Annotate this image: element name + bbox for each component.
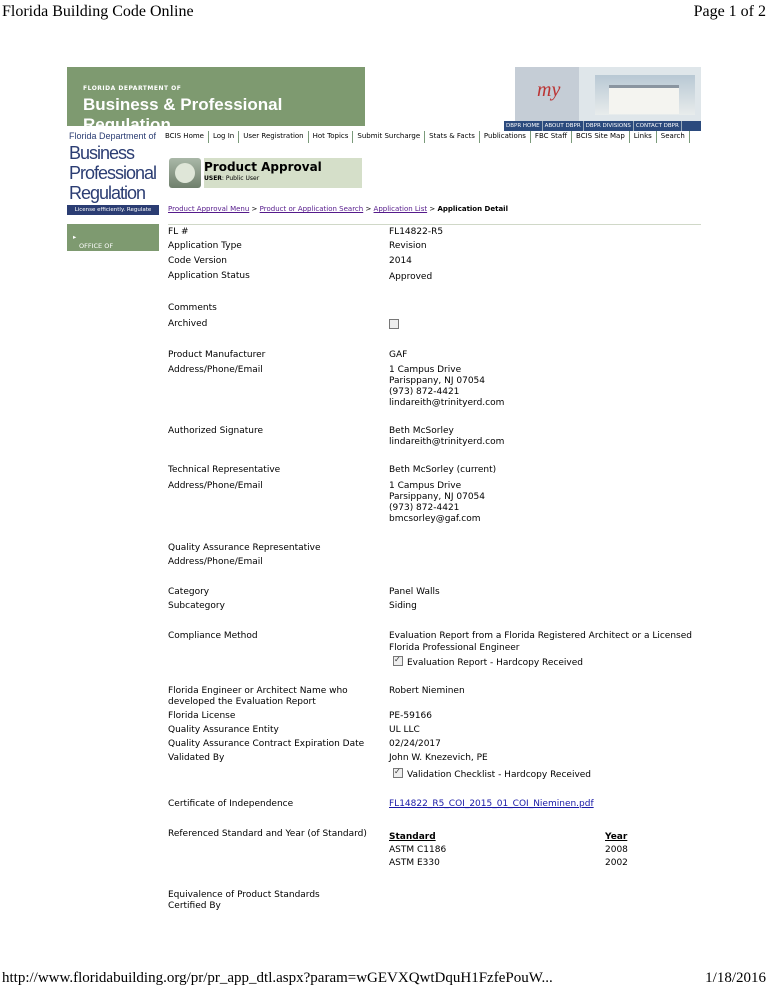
dbpr-nav-about[interactable]: ABOUT DBPR xyxy=(543,121,584,131)
print-header-title: Florida Building Code Online xyxy=(2,3,194,20)
technical-representative-label: Technical Representative xyxy=(168,465,281,475)
technical-representative-value: Beth McSorley (current) xyxy=(389,465,497,475)
nav-publications[interactable]: Publications xyxy=(480,131,531,143)
tech-address-line: 1 Campus Drive xyxy=(389,481,462,491)
nav-bcis-site-map[interactable]: BCIS Site Map xyxy=(572,131,630,143)
evaluation-report-checkbox[interactable] xyxy=(393,656,403,666)
certified-by-label: Certified By xyxy=(168,901,221,911)
dbpr-nav-contact[interactable]: CONTACT DBPR xyxy=(634,121,682,131)
engineer-value: Robert Nieminen xyxy=(389,686,465,696)
logo-line-2: Business xyxy=(69,143,135,163)
sidebar-item-office-of-secretary[interactable] xyxy=(67,224,159,266)
standard-column-header: Standard xyxy=(389,832,436,842)
nav-log-in[interactable]: Log In xyxy=(209,131,239,143)
manufacturer-email: lindareith@trinityerd.com xyxy=(389,398,505,408)
tech-email: bmcsorley@gaf.com xyxy=(389,514,481,524)
dbpr-left-logo xyxy=(67,131,159,223)
comments-label: Comments xyxy=(168,303,217,313)
breadcrumb-current: Application Detail xyxy=(437,205,508,213)
certificate-independence-label: Certificate of Independence xyxy=(168,799,294,809)
standard-row-1-year: 2008 xyxy=(605,845,628,855)
logo-line-3: Professional xyxy=(69,163,157,183)
validation-checklist-checkbox[interactable] xyxy=(393,768,403,778)
validation-checklist-hardcopy[interactable] xyxy=(393,768,591,781)
product-manufacturer-value: GAF xyxy=(389,350,408,360)
florida-license-label: Florida License xyxy=(168,711,236,721)
user-value: : Public User xyxy=(221,175,260,182)
nav-fbc-staff[interactable]: FBC Staff xyxy=(531,131,572,143)
current-user xyxy=(204,175,259,182)
engineer-label-2: developed the Evaluation Report xyxy=(168,697,316,707)
validated-by-value: John W. Knezevich, PE xyxy=(389,753,488,763)
subcategory-value: Siding xyxy=(389,601,417,611)
dbpr-nav-divisions[interactable]: DBPR DIVISIONS xyxy=(584,121,634,131)
user-label: USER xyxy=(204,175,222,182)
product-approval-title: Product Approval xyxy=(204,160,322,174)
application-type-value: Revision xyxy=(389,241,427,251)
print-footer-date: 1/18/2016 xyxy=(705,970,766,986)
standard-row-2: ASTM E330 xyxy=(389,858,440,868)
breadcrumb-search[interactable]: Product or Application Search xyxy=(259,205,364,213)
nav-bcis-home[interactable]: BCIS Home xyxy=(163,131,209,143)
nav-links[interactable]: Links xyxy=(630,131,657,143)
qa-entity-value: UL LLC xyxy=(389,725,420,735)
breadcrumb-sep: > xyxy=(249,205,260,213)
fl-number-value: FL14822-R5 xyxy=(389,227,444,237)
qa-expiration-label: Quality Assurance Contract Expiration Date xyxy=(168,739,365,749)
dbpr-nav xyxy=(504,121,701,131)
referenced-standard-label: Referenced Standard and Year (of Standard) xyxy=(168,829,367,839)
manufacturer-phone: (973) 872-4421 xyxy=(389,387,460,397)
breadcrumb-sep: > xyxy=(363,205,374,213)
dbpr-banner[interactable] xyxy=(67,67,365,134)
compliance-method-value: Evaluation Report from a Florida Registered Architect or a Licensed xyxy=(389,631,692,641)
product-approval-icon xyxy=(169,158,201,188)
banner-small-text: FLORIDA DEPARTMENT OF xyxy=(83,85,182,92)
product-manufacturer-label: Product Manufacturer xyxy=(168,350,266,360)
archived-checkbox-box[interactable] xyxy=(389,319,399,329)
authorized-signature-name: Beth McSorley xyxy=(389,426,454,436)
qa-representative-label: Quality Assurance Representative xyxy=(168,543,321,553)
manufacturer-address-line: 1 Campus Drive xyxy=(389,365,462,375)
logo-line-4: Regulation xyxy=(69,183,146,203)
code-version-label: Code Version xyxy=(168,256,227,266)
compliance-method-value-2: Florida Professional Engineer xyxy=(389,643,520,653)
bcis-top-nav xyxy=(163,131,690,143)
nav-search[interactable]: Search xyxy=(657,131,690,143)
application-type-label: Application Type xyxy=(168,241,242,251)
dbpr-nav-home[interactable]: DBPR HOME xyxy=(504,121,543,131)
standard-row-1: ASTM C1186 xyxy=(389,845,447,855)
tech-address-line: Parsippany, NJ 07054 xyxy=(389,492,485,502)
sidebar-item-label: ▸ OFFICE OF THE SECRETARY xyxy=(73,233,117,266)
engineer-label: Florida Engineer or Architect Name who xyxy=(168,686,348,696)
manufacturer-address-label: Address/Phone/Email xyxy=(168,365,263,375)
nav-stats-facts[interactable]: Stats & Facts xyxy=(425,131,480,143)
evaluation-report-hardcopy-label: Evaluation Report - Hardcopy Received xyxy=(407,658,583,668)
certificate-independence-link[interactable]: FL14822_R5_COI_2015_01_COI_Nieminen.pdf xyxy=(389,799,594,809)
evaluation-report-hardcopy[interactable] xyxy=(393,656,583,669)
validation-checklist-label: Validation Checklist - Hardcopy Received xyxy=(407,770,592,780)
authorized-signature-email: lindareith@trinityerd.com xyxy=(389,437,505,447)
nav-user-registration[interactable]: User Registration xyxy=(239,131,308,143)
manufacturer-address-line: Parisppany, NJ 07054 xyxy=(389,376,485,386)
sidebar-item-text: OFFICE OF THE SECRETARY xyxy=(79,242,117,266)
application-status-label: Application Status xyxy=(168,271,250,281)
breadcrumb-sep: > xyxy=(427,205,438,213)
subcategory-label: Subcategory xyxy=(168,601,225,611)
fl-number-label: FL # xyxy=(168,227,189,237)
nav-hot-topics[interactable]: Hot Topics xyxy=(309,131,354,143)
application-status-value: Approved xyxy=(389,272,433,282)
qa-expiration-value: 02/24/2017 xyxy=(389,739,441,749)
archived-label: Archived xyxy=(168,319,208,329)
standard-row-2-year: 2002 xyxy=(605,858,628,868)
print-footer-url: http://www.floridabuilding.org/pr/pr_app_dtl.aspx?param=wGEVXQwtDquH1FzfePouW... xyxy=(2,970,553,986)
florida-license-value: PE-59166 xyxy=(389,711,432,721)
category-value: Panel Walls xyxy=(389,587,440,597)
breadcrumb-product-approval-menu[interactable]: Product Approval Menu xyxy=(168,205,250,213)
myflorida-word: my xyxy=(537,79,561,101)
qa-entity-label: Quality Assurance Entity xyxy=(168,725,279,735)
code-version-value: 2014 xyxy=(389,256,412,266)
breadcrumb xyxy=(168,205,508,213)
tech-address-label: Address/Phone/Email xyxy=(168,481,263,491)
qa-address-label: Address/Phone/Email xyxy=(168,557,263,567)
tech-phone: (973) 872-4421 xyxy=(389,503,460,513)
myflorida-logo[interactable] xyxy=(515,67,701,121)
print-header-page: Page 1 of 2 xyxy=(693,3,766,20)
archived-checkbox[interactable] xyxy=(389,319,403,332)
compliance-method-label: Compliance Method xyxy=(168,631,258,641)
category-label: Category xyxy=(168,587,210,597)
logo-tagline: License efficiently. Regulate fairly. xyxy=(67,205,159,215)
year-column-header: Year xyxy=(605,832,628,842)
breadcrumb-application-list[interactable]: Application List xyxy=(373,205,428,213)
authorized-signature-label: Authorized Signature xyxy=(168,426,264,436)
divider xyxy=(168,224,701,225)
banner-title: Business & Professional Regulation xyxy=(83,95,283,134)
validated-by-label: Validated By xyxy=(168,753,225,763)
logo-line-1: Florida Department of xyxy=(69,131,157,141)
capitol-building-image xyxy=(595,75,695,115)
nav-submit-surcharge[interactable]: Submit Surcharge xyxy=(353,131,425,143)
equivalence-label: Equivalence of Product Standards xyxy=(168,890,320,900)
